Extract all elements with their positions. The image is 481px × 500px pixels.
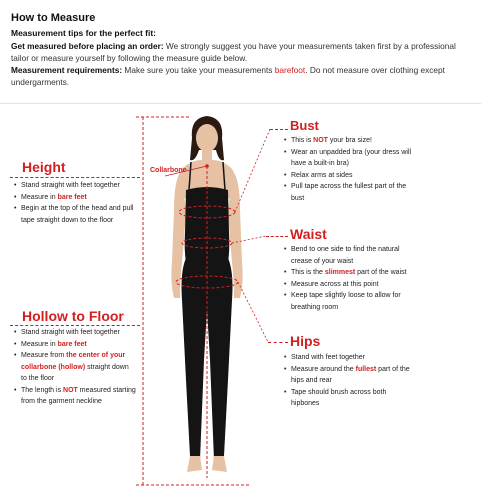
hips-connector [268,342,288,344]
hollow-bullet-2 [14,339,136,351]
height-heading: Height [22,159,66,175]
bust-heading: Bust [290,118,319,133]
bust-bullet-1 [284,135,414,147]
waist-bullet-3: • Measure across at this point [284,279,414,291]
hollow-bullet-1: • Stand straight with feet together [14,327,136,339]
hollow-bullet-3-pre: Measure from [21,352,67,359]
waist-slimmest-highlight: slimmest [324,269,356,276]
hollow-bare-feet: bare feet [57,340,87,348]
height-bullet-2-text: Measure in [21,193,58,201]
hollow-bullet-4 [14,385,136,408]
requirements-paragraph [11,64,473,88]
bust-bullet-2: • Wear an unpadded bra (your dress will have a built-in bra) [284,147,414,170]
height-underline [10,177,140,179]
waist-bullet-2-post: part of the waist [355,269,407,276]
before-order-label: Get measured before placing an order: [11,41,164,51]
height-bare-feet: bare feet [57,193,87,201]
header-divider [0,103,481,104]
collarbone-label: Collarbone [150,167,187,174]
hollow-bullet-2-text: Measure in [21,340,58,348]
hips-bullet-2-pre: Measure around the [291,365,356,373]
bust-bullet-3: • Relax arms at sides [284,170,414,182]
hips-bullet-2-post: part of the hips and rear [291,365,410,384]
requirements-label: Measurement requirements: [11,65,123,75]
bust-bullet-4: • Pull tape across the fullest part of the bust [284,181,414,204]
bust-connector [270,129,288,131]
barefoot-highlight: barefoot [274,65,306,75]
hips-bullet-3: • Tape should brush across both hipbones [284,387,414,410]
hollow-bullet-3 [14,350,136,385]
hips-bullet-1: • Stand with feet together [284,352,414,364]
tips-heading: Measurement tips for the perfect fit: [11,28,156,38]
hollow-bullet-3-post: straight down to the floor [21,363,129,382]
hips-heading: Hips [290,333,321,349]
hollow-heading: Hollow to Floor [22,308,124,324]
waist-bullet-2-pre: This is the [291,269,325,276]
height-instructions [14,180,136,226]
bust-bullet-1-pre: This is [291,137,314,144]
hollow-bullet-4-pre: The length is [21,386,64,394]
hips-bullet-2 [284,364,414,387]
bust-instructions [284,135,414,204]
height-bullet-3: • Begin at the top of the head and pull tape straight down to the floor [14,203,136,226]
waist-heading: Waist [290,226,327,242]
hips-instructions [284,352,414,410]
page-title: How to Measure [11,12,96,24]
bust-not-highlight: NOT [313,137,328,144]
hollow-collarbone-highlight: the center of your collarbone (hollow) [21,352,126,371]
instructions-header [11,12,473,88]
waist-bullet-2 [284,267,414,279]
waist-connector [266,236,288,238]
hips-fullest-highlight: fullest [355,365,377,373]
before-order-paragraph [11,40,473,64]
hollow-not-highlight: NOT [63,386,78,394]
bust-bullet-1-post: your bra size! [327,137,372,144]
waist-instructions [284,244,414,313]
requirements-text-1: Make sure you take your measurements [122,65,275,75]
hollow-bullet-4-post: measured starting from the garment neckline [21,386,136,405]
requirements-text-2: . Do not measure over clothing except undergarments. [11,65,445,87]
waist-bullet-1: • Bend to one side to find the natural crease of your waist [284,244,414,267]
waist-bullet-4: • Keep tape slightly loose to allow for breathing room [284,290,414,313]
hollow-instructions [14,327,136,408]
height-bullet-1: • Stand straight with feet together [14,180,136,192]
before-order-text: We strongly suggest you have your measurements taken first by a professional tailor or measure yourself by following the measure guide below. [11,41,456,63]
height-bullet-2 [14,192,136,204]
